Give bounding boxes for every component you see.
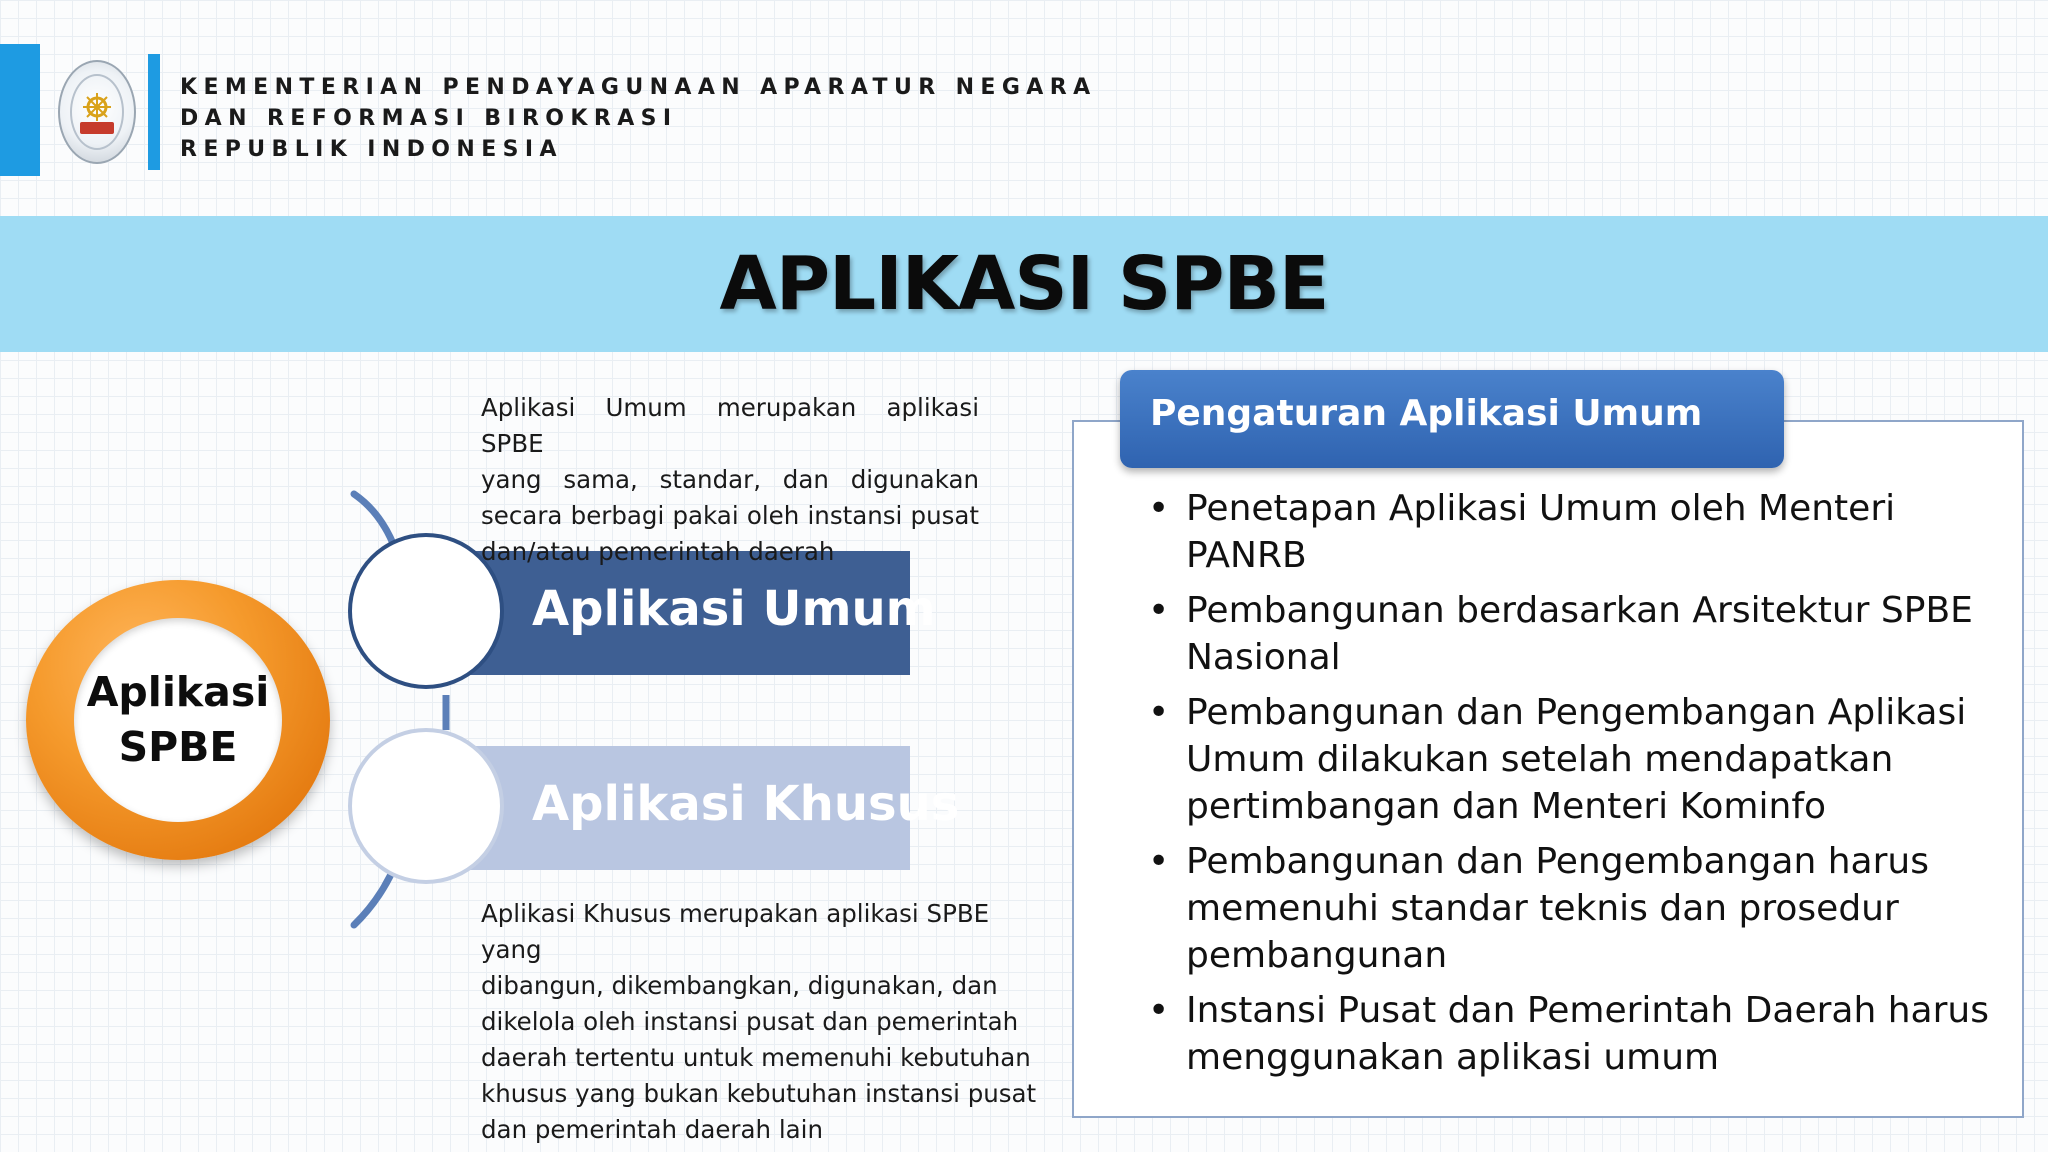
ministry-line-2: DAN REFORMASI BIROKRASI bbox=[180, 106, 678, 131]
ministry-line-3: REPUBLIK INDONESIA bbox=[180, 137, 563, 162]
page-title: APLIKASI SPBE bbox=[719, 241, 1329, 327]
khusus-desc-line: Aplikasi Khusus merupakan aplikasi SPBE yang bbox=[481, 899, 990, 964]
ministry-emblem-icon bbox=[58, 60, 136, 164]
list-item: • Pembangunan dan Pengembangan Aplikasi Umum dilakukan setelah mendapatkan pertimbangan dan Menteri Kominfo bbox=[1140, 689, 1990, 830]
list-item: • Penetapan Aplikasi Umum oleh Menteri PANRB bbox=[1140, 485, 1990, 579]
umum-desc-line: yang sama, standar, dan digunakan bbox=[481, 465, 979, 494]
aplikasi-khusus-label: Aplikasi Khusus bbox=[532, 776, 960, 832]
umum-desc-line: secara berbagi pakai oleh instansi pusat bbox=[481, 501, 979, 530]
center-node-inner bbox=[74, 618, 282, 822]
aplikasi-umum-description bbox=[481, 390, 979, 570]
aplikasi-umum-label: Aplikasi Umum bbox=[532, 581, 936, 637]
list-item: • Instansi Pusat dan Pemerintah Daerah harus menggunakan aplikasi umum bbox=[1140, 987, 1990, 1081]
list-item: • Pembangunan berdasarkan Arsitektur SPBE Nasional bbox=[1140, 587, 1990, 681]
ministry-name bbox=[180, 72, 1097, 165]
aplikasi-khusus-ring bbox=[348, 728, 504, 884]
left-accent-bar bbox=[0, 44, 40, 176]
khusus-desc-line: dan pemerintah daerah lain bbox=[481, 1115, 823, 1144]
umum-desc-line: Aplikasi Umum merupakan aplikasi SPBE bbox=[481, 393, 979, 458]
khusus-desc-line: dibangun, dikembangkan, digunakan, dan bbox=[481, 971, 998, 1000]
aplikasi-khusus-description bbox=[481, 896, 1041, 1148]
pengaturan-list bbox=[1140, 485, 1990, 1089]
ministry-line-1: KEMENTERIAN PENDAYAGUNAAN APARATUR NEGARA bbox=[180, 75, 1097, 100]
pengaturan-panel-title: Pengaturan Aplikasi Umum bbox=[1150, 393, 1703, 434]
umum-desc-line: dan/atau pemerintah daerah bbox=[481, 537, 835, 566]
list-item: • Pembangunan dan Pengembangan harus memenuhi standar teknis dan prosedur pembangunan bbox=[1140, 838, 1990, 979]
khusus-desc-line: khusus yang bukan kebutuhan instansi pusat bbox=[481, 1079, 1037, 1108]
emblem-book bbox=[80, 122, 114, 134]
header-divider bbox=[148, 54, 160, 170]
center-node-label: Aplikasi SPBE bbox=[86, 668, 270, 771]
ship-wheel-icon bbox=[82, 92, 112, 122]
khusus-desc-line: daerah tertentu untuk memenuhi kebutuhan bbox=[481, 1043, 1031, 1072]
khusus-desc-line: dikelola oleh instansi pusat dan pemerintah bbox=[481, 1007, 1019, 1036]
